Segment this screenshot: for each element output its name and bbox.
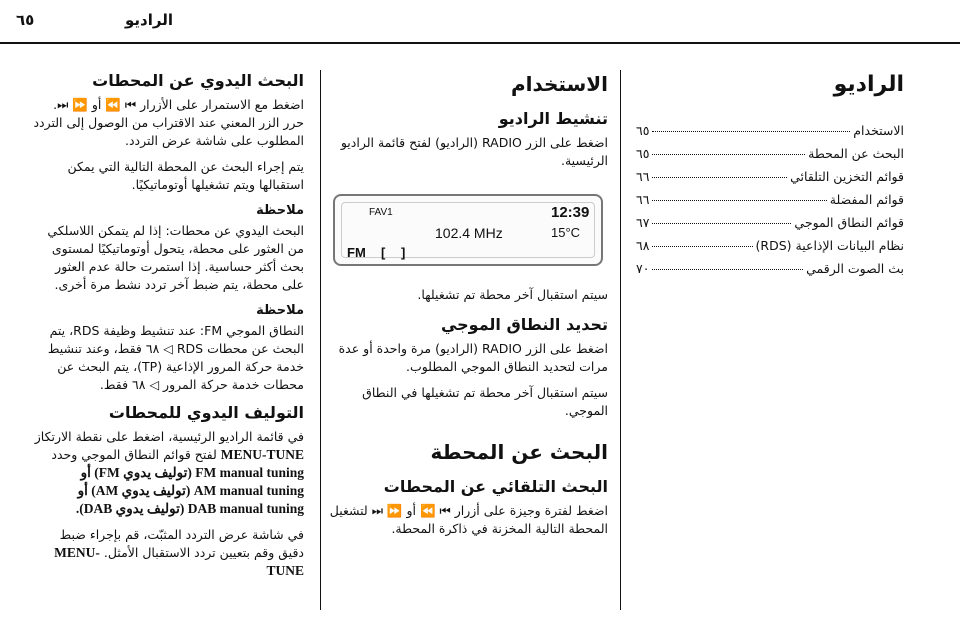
toc-leader-dots [652, 269, 803, 270]
toc-leader-dots [652, 177, 787, 178]
manual-search-text: اضغط مع الاستمرار على الأزرار ⏮ ⏪ أو ⏩ ⏭. حرر الزر المعني عند الاقتراب من الوصول إلى التردد المطلوب على شاشة عرض التردد. [33, 97, 304, 148]
toc-item-page: ٦٦ [636, 192, 650, 207]
note-text: البحث اليدوي عن محطات: إذا لم يتمكن اللاسلكي من العثور على محطة، يتحول أوتوماتيكيًا لمستوى بحث أكثر حساسية. إذا استمرت حالة عدم العثور على محطة، يتم ضبط آخر تردد نشط مرة أخرى. [47, 223, 304, 292]
page-header [0, 0, 960, 42]
display-clock: 12:39 [551, 204, 590, 221]
display-band: FM [347, 245, 366, 260]
toc-item-label: قوائم المفضلة [829, 192, 904, 207]
running-header-title: الراديو [125, 11, 173, 29]
manual-tuning-text-mid: لفتح قوائم النطاق الموجي وحدد [51, 447, 217, 462]
toc-leader-dots [652, 200, 826, 201]
toc-item-label: قوائم النطاق الموجي [794, 215, 904, 230]
toc-item[interactable] [636, 214, 904, 237]
dab-manual-tuning-option: DAB manual tuning (توليف يدوي DAB). [75, 501, 304, 516]
toc-item-label: نظام البيانات الإذاعية (RDS) [755, 238, 904, 253]
activate-radio-heading: تنشيط الراديو [498, 109, 608, 128]
header-rule [0, 42, 960, 44]
toc-column [636, 70, 904, 283]
menu-tune-label: MENU-TUNE [54, 545, 304, 578]
manual-search-heading: البحث اليدوي عن المحطات [92, 71, 304, 90]
toc-leader-dots [652, 131, 850, 132]
after-display-text: سيتم استقبال آخر محطة تم تشغيلها. [417, 287, 608, 302]
fine-tuning-text [32, 526, 304, 580]
toc-list [636, 122, 904, 283]
toc-leader-dots [652, 246, 752, 247]
page-number: ٦٥ [16, 11, 35, 29]
manual-search-text-2: يتم إجراء البحث عن المحطة التالية التي يمكن استقبالها ويتم تشغيلها أوتوماتيكيًا. [67, 159, 304, 192]
toc-item[interactable] [636, 168, 904, 191]
auto-search-heading: البحث التلقائي عن المحطات [383, 477, 608, 496]
toc-item-page: ٦٥ [636, 146, 650, 161]
column-divider [320, 70, 321, 610]
toc-item-page: ٧٠ [636, 261, 650, 276]
manual-tuning-text [32, 428, 304, 518]
toc-item[interactable] [636, 191, 904, 214]
toc-item-label: بث الصوت الرقمي [806, 261, 904, 276]
am-manual-tuning-option: AM manual tuning (توليف يدوي AM) أو [77, 483, 304, 498]
toc-item-page: ٦٥ [636, 123, 650, 138]
toc-item-page: ٦٨ [636, 238, 650, 253]
station-search-title: البحث عن المحطة [430, 440, 608, 464]
toc-item-label: قوائم التخزين التلقائي [790, 169, 904, 184]
toc-item-page: ٦٧ [636, 215, 650, 230]
manual-tuning-heading: التوليف اليدوي للمحطات [108, 403, 304, 422]
toc-title: الراديو [833, 72, 904, 97]
band-select-text: اضغط على الزر RADIO (الراديو) مرة واحدة أو عدة مرات لتحديد النطاق الموجي المطلوب. [338, 341, 608, 374]
display-temperature: 15°C [551, 225, 581, 240]
manual-search-column [32, 70, 304, 588]
usage-title: الاستخدام [510, 72, 608, 96]
display-frequency: 102.4 MHz [435, 225, 503, 241]
band-select-heading: تحديد النطاق الموجي [440, 315, 608, 334]
fm-manual-tuning-option: FM manual tuning (توليف يدوي FM) أو [80, 465, 304, 480]
display-favourite-label: FAV1 [369, 207, 393, 218]
display-preset-slots: [ ] [381, 245, 406, 260]
toc-leader-dots [652, 223, 791, 224]
toc-leader-dots [652, 154, 805, 155]
band-select-text-2: سيتم استقبال آخر محطة تم تشغيلها في النطاق الموجي. [362, 385, 608, 418]
menu-tune-label: MENU-TUNE [220, 447, 304, 462]
manual-tuning-text-start: في قائمة الراديو الرئيسية، اضغط على نقطة الارتكاز [34, 429, 304, 444]
note-text: النطاق الموجي FM: عند تنشيط وظيفة RDS، يتم البحث عن محطات RDS ◁ ٦٨ فقط، وعند تنشيط خدمة حركة المرور الإذاعية (TP)، يتم البحث عن محطات خدمة حركة المرور ◁ ٦٨ فقط. [47, 323, 304, 392]
fine-tuning-text-body: في شاشة عرض التردد المثبّت، قم بإجراء ضبط دقيق وقم بتعيين تردد الاستقبال الأمثل. [59, 527, 304, 560]
note-label: ملاحظة [256, 203, 304, 218]
activate-radio-text: اضغط على الزر RADIO (الراديو) لفتح قائمة الراديو الرئيسية. [340, 135, 608, 168]
column-divider [620, 70, 621, 610]
toc-item[interactable] [636, 145, 904, 168]
usage-column [328, 70, 608, 546]
toc-item-page: ٦٦ [636, 169, 650, 184]
radio-display-illustration [333, 194, 603, 266]
auto-search-text: اضغط لفترة وجيزة على أزرار ⏮ ⏪ أو ⏩ ⏭ لتشغيل المحطة التالية المخزنة في ذاكرة المحطة. [329, 503, 608, 536]
toc-item[interactable] [636, 122, 904, 145]
toc-item[interactable] [636, 237, 904, 260]
toc-item-label: الاستخدام [853, 123, 904, 138]
toc-item-label: البحث عن المحطة [808, 146, 904, 161]
toc-item[interactable] [636, 260, 904, 283]
note-label: ملاحظة [256, 303, 304, 318]
